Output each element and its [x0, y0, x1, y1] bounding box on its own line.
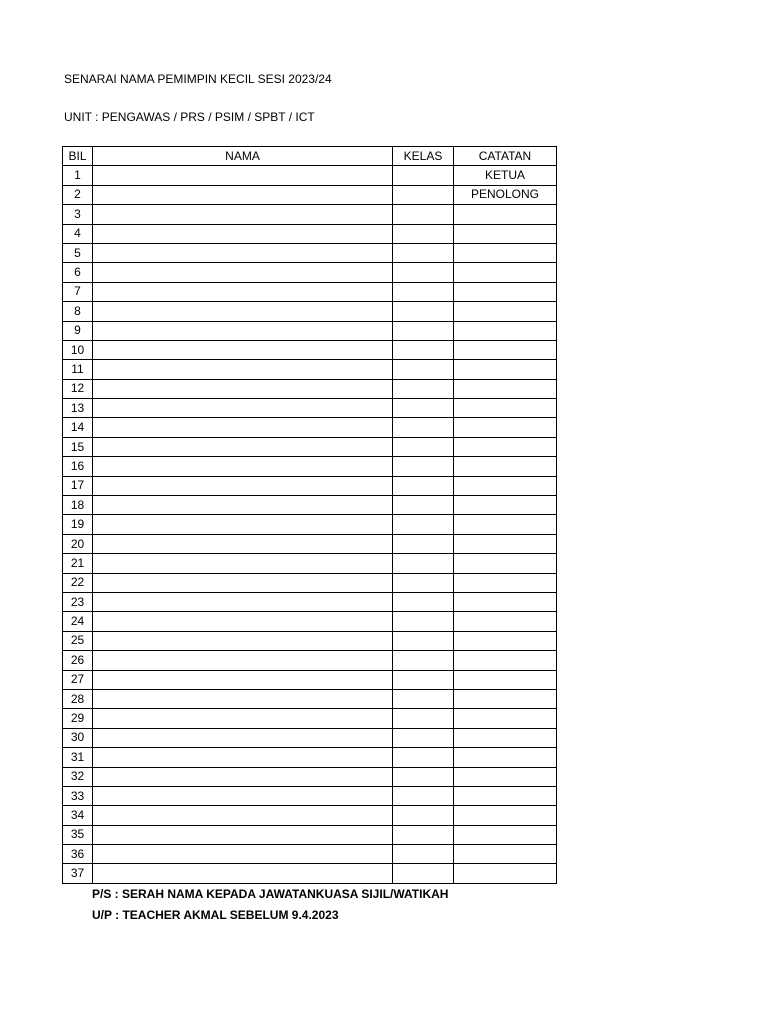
table-row [63, 340, 557, 359]
cell-kelas [393, 554, 454, 573]
cell-catatan [454, 748, 557, 767]
cell-bil: 30 [63, 728, 93, 747]
cell-bil: 4 [63, 224, 93, 243]
cell-nama [93, 864, 393, 883]
cell-bil: 7 [63, 282, 93, 301]
roster-table [62, 146, 557, 884]
cell-nama [93, 786, 393, 805]
cell-bil: 35 [63, 825, 93, 844]
cell-bil: 10 [63, 340, 93, 359]
cell-nama [93, 166, 393, 185]
cell-catatan [454, 243, 557, 262]
cell-nama [93, 554, 393, 573]
cell-kelas [393, 631, 454, 650]
cell-nama [93, 379, 393, 398]
cell-nama [93, 360, 393, 379]
cell-nama [93, 573, 393, 592]
cell-bil: 34 [63, 806, 93, 825]
cell-kelas [393, 592, 454, 611]
table-row [63, 534, 557, 553]
cell-kelas [393, 476, 454, 495]
cell-kelas [393, 321, 454, 340]
table-row [63, 457, 557, 476]
cell-kelas [393, 457, 454, 476]
cell-kelas [393, 806, 454, 825]
cell-bil: 3 [63, 205, 93, 224]
cell-nama [93, 709, 393, 728]
table-row [63, 496, 557, 515]
cell-bil: 14 [63, 418, 93, 437]
cell-nama [93, 631, 393, 650]
cell-bil: 19 [63, 515, 93, 534]
cell-bil: 27 [63, 670, 93, 689]
table-row [63, 166, 557, 185]
cell-nama [93, 825, 393, 844]
cell-bil: 24 [63, 612, 93, 631]
cell-kelas [393, 243, 454, 262]
cell-catatan [454, 554, 557, 573]
table-row [63, 554, 557, 573]
cell-kelas [393, 651, 454, 670]
cell-bil: 8 [63, 302, 93, 321]
table-row [63, 864, 557, 883]
cell-catatan [454, 282, 557, 301]
table-row [63, 185, 557, 204]
table-row [63, 786, 557, 805]
header-nama: NAMA [93, 147, 393, 166]
table-row [63, 709, 557, 728]
cell-nama [93, 205, 393, 224]
header-kelas: KELAS [393, 147, 454, 166]
cell-catatan [454, 321, 557, 340]
cell-kelas [393, 786, 454, 805]
table-row [63, 302, 557, 321]
cell-nama [93, 748, 393, 767]
cell-bil: 15 [63, 437, 93, 456]
cell-catatan [454, 515, 557, 534]
header-catatan: CATATAN [454, 147, 557, 166]
table-row [63, 612, 557, 631]
table-row [63, 573, 557, 592]
cell-kelas [393, 534, 454, 553]
cell-catatan [454, 437, 557, 456]
cell-bil: 21 [63, 554, 93, 573]
cell-nama [93, 728, 393, 747]
note-ps: P/S : SERAH NAMA KEPADA JAWATANKUASA SIJIL/WATIKAH [92, 887, 449, 901]
cell-bil: 18 [63, 496, 93, 515]
cell-catatan [454, 263, 557, 282]
cell-bil: 32 [63, 767, 93, 786]
cell-kelas [393, 845, 454, 864]
cell-kelas [393, 767, 454, 786]
cell-catatan [454, 612, 557, 631]
cell-bil: 31 [63, 748, 93, 767]
cell-kelas [393, 340, 454, 359]
cell-bil: 23 [63, 592, 93, 611]
cell-catatan [454, 689, 557, 708]
cell-kelas [393, 282, 454, 301]
table-row [63, 399, 557, 418]
cell-kelas [393, 379, 454, 398]
cell-catatan [454, 476, 557, 495]
header-bil: BIL [63, 147, 93, 166]
table-row [63, 748, 557, 767]
cell-kelas [393, 864, 454, 883]
cell-kelas [393, 670, 454, 689]
cell-catatan [454, 767, 557, 786]
cell-catatan [454, 845, 557, 864]
cell-catatan [454, 534, 557, 553]
cell-kelas [393, 185, 454, 204]
cell-nama [93, 224, 393, 243]
cell-nama [93, 263, 393, 282]
cell-catatan [454, 418, 557, 437]
cell-nama [93, 651, 393, 670]
cell-nama [93, 806, 393, 825]
cell-nama [93, 670, 393, 689]
cell-kelas [393, 302, 454, 321]
cell-catatan [454, 631, 557, 650]
cell-bil: 11 [63, 360, 93, 379]
cell-kelas [393, 709, 454, 728]
cell-bil: 5 [63, 243, 93, 262]
table-row [63, 263, 557, 282]
cell-catatan [454, 224, 557, 243]
cell-nama [93, 302, 393, 321]
cell-kelas [393, 166, 454, 185]
cell-bil: 2 [63, 185, 93, 204]
cell-catatan [454, 592, 557, 611]
cell-nama [93, 185, 393, 204]
document-title: SENARAI NAMA PEMIMPIN KECIL SESI 2023/24 [64, 72, 332, 86]
cell-kelas [393, 437, 454, 456]
cell-bil: 12 [63, 379, 93, 398]
cell-bil: 9 [63, 321, 93, 340]
cell-bil: 6 [63, 263, 93, 282]
table-row [63, 845, 557, 864]
header-row [63, 147, 557, 166]
cell-bil: 26 [63, 651, 93, 670]
cell-kelas [393, 689, 454, 708]
cell-bil: 37 [63, 864, 93, 883]
footer-notes [92, 884, 448, 926]
cell-catatan [454, 205, 557, 224]
cell-kelas [393, 728, 454, 747]
cell-catatan [454, 728, 557, 747]
table-row [63, 476, 557, 495]
table-row [63, 321, 557, 340]
cell-nama [93, 496, 393, 515]
table-row [63, 282, 557, 301]
cell-catatan [454, 651, 557, 670]
cell-bil: 36 [63, 845, 93, 864]
cell-catatan [454, 806, 557, 825]
cell-catatan [454, 786, 557, 805]
cell-bil: 28 [63, 689, 93, 708]
cell-kelas [393, 205, 454, 224]
cell-nama [93, 534, 393, 553]
cell-catatan [454, 340, 557, 359]
cell-kelas [393, 748, 454, 767]
table-row [63, 670, 557, 689]
table-row [63, 205, 557, 224]
cell-kelas [393, 360, 454, 379]
cell-nama [93, 282, 393, 301]
cell-kelas [393, 224, 454, 243]
cell-bil: 20 [63, 534, 93, 553]
cell-kelas [393, 496, 454, 515]
cell-kelas [393, 825, 454, 844]
table-row [63, 515, 557, 534]
table-row [63, 651, 557, 670]
cell-nama [93, 845, 393, 864]
cell-kelas [393, 399, 454, 418]
cell-bil: 13 [63, 399, 93, 418]
cell-bil: 16 [63, 457, 93, 476]
cell-catatan [454, 360, 557, 379]
cell-nama [93, 457, 393, 476]
cell-kelas [393, 418, 454, 437]
cell-bil: 33 [63, 786, 93, 805]
cell-nama [93, 612, 393, 631]
roster-table-head [63, 147, 557, 166]
cell-catatan: KETUA [454, 166, 557, 185]
cell-kelas [393, 573, 454, 592]
cell-catatan [454, 864, 557, 883]
cell-bil: 17 [63, 476, 93, 495]
cell-catatan [454, 457, 557, 476]
cell-bil: 25 [63, 631, 93, 650]
cell-catatan [454, 399, 557, 418]
cell-catatan [454, 496, 557, 515]
cell-catatan: PENOLONG [454, 185, 557, 204]
table-row [63, 418, 557, 437]
cell-catatan [454, 573, 557, 592]
table-row [63, 437, 557, 456]
cell-kelas [393, 263, 454, 282]
cell-nama [93, 340, 393, 359]
cell-nama [93, 592, 393, 611]
table-row [63, 825, 557, 844]
roster-table-body [63, 166, 557, 883]
table-row [63, 806, 557, 825]
table-row [63, 767, 557, 786]
table-row [63, 728, 557, 747]
cell-kelas [393, 612, 454, 631]
table-row [63, 592, 557, 611]
cell-bil: 1 [63, 166, 93, 185]
table-row [63, 631, 557, 650]
cell-catatan [454, 302, 557, 321]
cell-nama [93, 437, 393, 456]
cell-nama [93, 515, 393, 534]
cell-catatan [454, 670, 557, 689]
cell-nama [93, 476, 393, 495]
cell-kelas [393, 515, 454, 534]
table-row [63, 379, 557, 398]
cell-nama [93, 321, 393, 340]
cell-bil: 29 [63, 709, 93, 728]
table-row [63, 243, 557, 262]
cell-nama [93, 767, 393, 786]
cell-nama [93, 243, 393, 262]
table-row [63, 689, 557, 708]
note-up: U/P : TEACHER AKMAL SEBELUM 9.4.2023 [92, 908, 339, 922]
cell-catatan [454, 709, 557, 728]
cell-nama [93, 689, 393, 708]
cell-bil: 22 [63, 573, 93, 592]
cell-catatan [454, 379, 557, 398]
table-row [63, 224, 557, 243]
cell-nama [93, 418, 393, 437]
table-row [63, 360, 557, 379]
cell-nama [93, 399, 393, 418]
unit-line: UNIT : PENGAWAS / PRS / PSIM / SPBT / ICT [64, 110, 315, 124]
cell-catatan [454, 825, 557, 844]
